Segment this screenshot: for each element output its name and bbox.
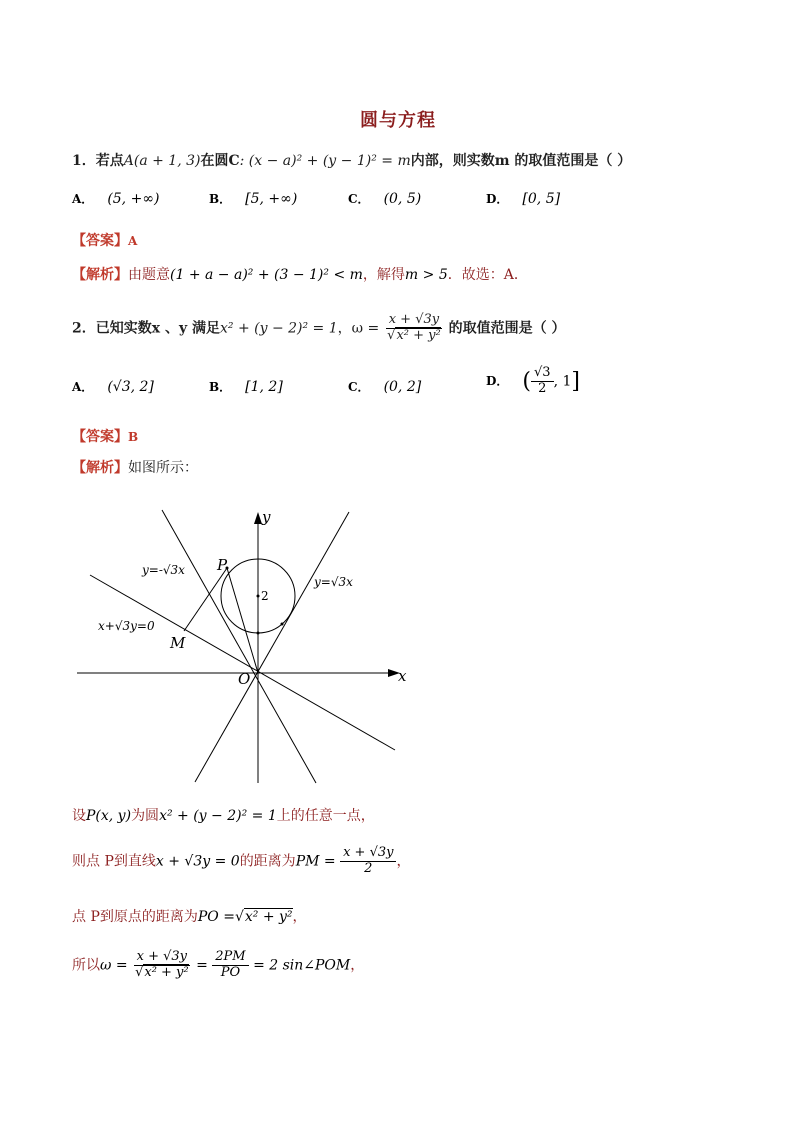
choice-value: [5, +∞) — [245, 191, 298, 207]
solution-line-1 — [72, 805, 375, 825]
q1-suffix: 内部，则实数m 的取值范围是（ ） — [410, 153, 632, 169]
choice-label: C． — [348, 192, 370, 206]
q1-point: A(a + 1, 3) — [123, 153, 201, 169]
segment-po — [227, 568, 258, 673]
q1-choice-b — [209, 190, 297, 207]
sol3-rad: x² + y² — [244, 909, 293, 925]
sol4-omega: ω = — [100, 957, 128, 974]
q1-answer — [72, 230, 137, 250]
choice-label: A． — [72, 192, 94, 206]
q1-choice-d — [486, 190, 560, 207]
sol4-den2: PO — [220, 964, 241, 980]
answer-tag: 【答案】 — [72, 233, 128, 249]
answer-value: A — [128, 234, 138, 248]
circle-center — [257, 595, 260, 598]
geometry-figure — [60, 500, 440, 790]
q1-prefix: 1．若点 — [72, 153, 124, 169]
solution-line-4 — [72, 950, 364, 981]
q1-mid: 在圆C — [200, 153, 240, 169]
sol2-den: 2 — [364, 860, 373, 876]
segment-pm — [184, 568, 227, 631]
q2-fraction — [384, 313, 444, 344]
label-origin: O — [238, 670, 251, 688]
q2-frac-num: x + √3y — [386, 313, 442, 329]
q2-choice-b — [209, 378, 283, 395]
sol1-circle: x² + (y − 2)² = 1 — [159, 808, 277, 824]
sol1-point: P(x, y) — [86, 808, 132, 824]
line-x-sqrt3y — [90, 575, 395, 750]
question-2 — [72, 313, 565, 344]
analysis-result: m > 5 — [404, 267, 448, 283]
sol2-pm: PM = — [295, 853, 336, 870]
sol4-den1: x² + y² — [144, 964, 189, 980]
q2-analysis — [72, 457, 198, 477]
choice-label: C． — [348, 380, 370, 394]
choice-d-tail: , 1 — [553, 373, 572, 390]
bracket-close: ] — [571, 368, 580, 394]
sol3-end: ， — [292, 909, 307, 925]
page-title: 圆与方程 — [360, 110, 436, 131]
y-axis-arrow — [254, 512, 262, 524]
choice-value: (0, 2] — [383, 379, 422, 395]
analysis-text: 如图所示： — [128, 460, 198, 476]
sol3-po: PO = — [197, 909, 235, 925]
sol3-sqrt: √x² + y² — [234, 909, 293, 925]
sol4-num2: 2PM — [212, 950, 248, 966]
analysis-pre: 由题意 — [128, 267, 170, 283]
label-m: M — [170, 634, 186, 652]
sol2-num: x + √3y — [340, 846, 396, 862]
choice-label: D． — [486, 374, 509, 389]
choice-label: A． — [72, 380, 94, 394]
choice-value: (5, +∞) — [107, 191, 160, 207]
q1-analysis — [72, 264, 528, 284]
q2-prefix: 2．已知实数x 、y 满足 — [72, 320, 220, 337]
q2-choice-d — [486, 366, 580, 397]
q2-suffix: 的取值范围是（ ） — [448, 320, 566, 337]
question-1 — [72, 150, 631, 170]
line-y-sqrt3x — [195, 512, 349, 782]
label-2: 2 — [261, 589, 269, 603]
analysis-mid: ，解得 — [362, 267, 405, 283]
q2-circle: x² + (y − 2)² = 1 — [219, 320, 338, 337]
choice-value: (√3, 2] — [107, 379, 154, 395]
sol4-eq: = — [196, 957, 208, 974]
sol4-fraction-2 — [212, 950, 248, 981]
sol4-num1: x + √3y — [134, 950, 190, 966]
sol2-fraction — [340, 846, 396, 877]
q2-omega: ，ω = — [337, 320, 380, 337]
sol2-mid: 的距离为 — [239, 853, 296, 870]
paren-open: ( — [522, 368, 532, 394]
sol1-pre: 设 — [72, 808, 86, 824]
label-line-neg: y=-√3x — [142, 563, 185, 577]
q2-frac-den-rad: x² + y² — [396, 327, 441, 343]
analysis-tag: 【解析】 — [72, 267, 128, 283]
sol1-end: 上的任意一点， — [276, 808, 375, 824]
solution-line-2 — [72, 846, 410, 877]
choice-value: (0, 5) — [383, 191, 422, 207]
choice-label: D． — [486, 192, 509, 206]
analysis-tag: 【解析】 — [72, 460, 128, 476]
sol4-den1-wrap: √x² + y² — [135, 964, 189, 980]
solution-line-3 — [72, 906, 307, 926]
choice-label: B． — [209, 380, 232, 394]
sol1-mid: 为圆 — [131, 808, 160, 824]
sol3-pre: 点 P到原点的距离为 — [72, 909, 198, 925]
sol2-pre: 则点 P到直线 — [72, 853, 156, 870]
q1-choice-a — [72, 190, 159, 207]
q2-frac-den: √x² + y² — [387, 327, 441, 343]
q2-choice-a — [72, 378, 154, 395]
analysis-end: ．故选：A． — [447, 267, 528, 283]
label-y: y — [262, 508, 271, 526]
label-line-perp: x+√3y=0 — [98, 619, 155, 633]
q1-circle: : (x − a)² + (y − 1)² = m — [239, 153, 411, 169]
q2-choice-c — [348, 378, 421, 395]
choice-value: [1, 2] — [245, 379, 283, 395]
choice-d-fraction — [531, 366, 554, 397]
choice-value: [0, 5] — [522, 191, 561, 207]
label-x: x — [398, 667, 407, 685]
sol2-end: ， — [396, 853, 411, 870]
choice-d-den: 2 — [538, 380, 547, 396]
choice-label: B． — [209, 192, 232, 206]
tangent-point — [281, 623, 284, 626]
answer-tag: 【答案】 — [72, 429, 128, 445]
sol2-line: x + √3y = 0 — [155, 853, 240, 870]
q2-answer — [72, 426, 138, 446]
answer-value: B — [128, 430, 139, 444]
sol4-tail: = 2 sin∠POM — [253, 957, 351, 974]
sol4-end: ， — [350, 957, 365, 974]
q1-choice-c — [348, 190, 421, 207]
choice-d-num: √3 — [531, 366, 554, 382]
sol4-pre: 所以 — [72, 957, 100, 974]
circle-bottom-point — [257, 632, 260, 635]
label-line-pos: y=√3x — [314, 575, 353, 589]
analysis-math: (1 + a − a)² + (3 − 1)² < m — [170, 267, 363, 283]
label-p: P — [217, 556, 228, 574]
sol4-fraction-1 — [132, 950, 192, 981]
